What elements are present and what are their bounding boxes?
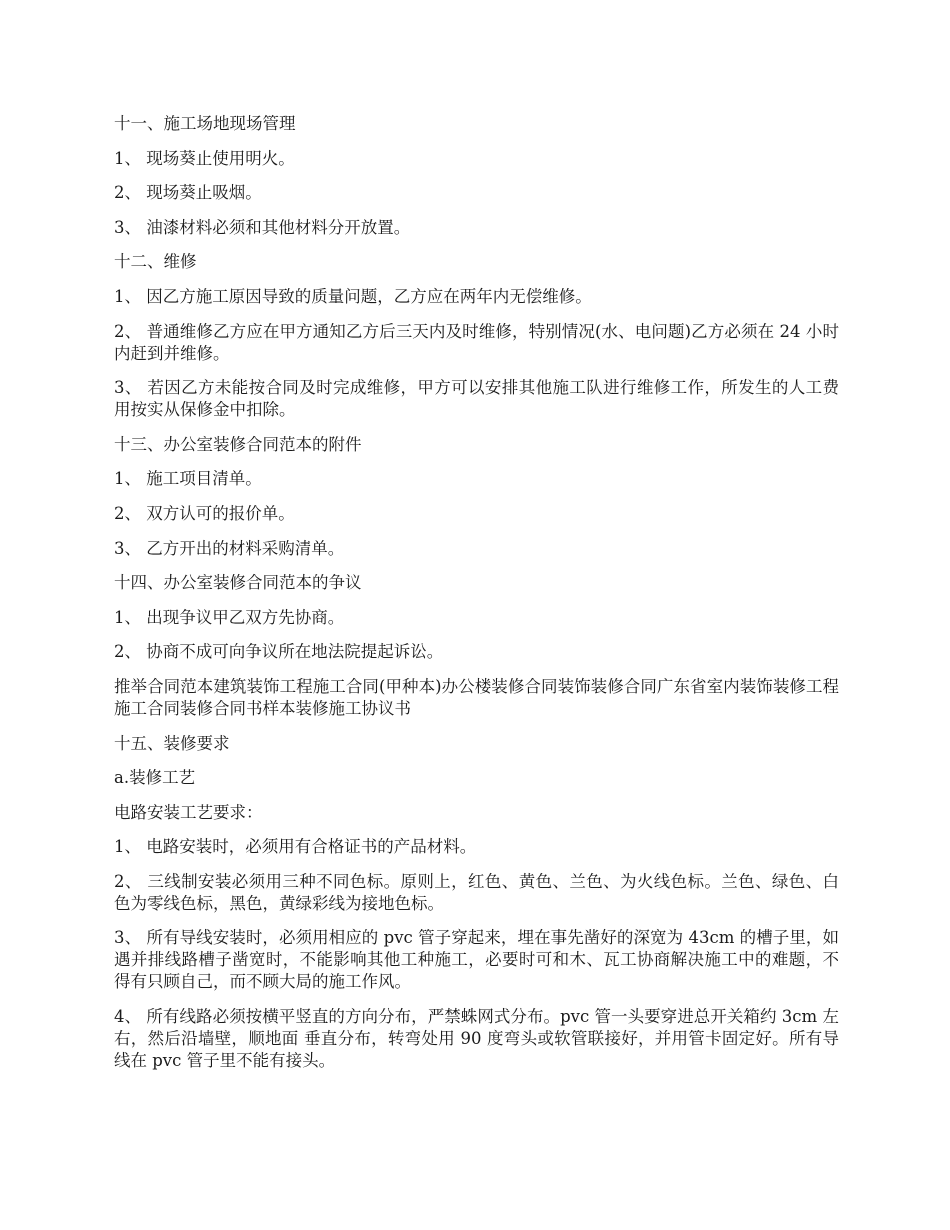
list-item: 2、 普通维修乙方应在甲方通知乙方后三天内及时维修，特别情况(水、电问题)乙方必须在 24 小时内赶到并维修。 [114, 321, 839, 363]
document-body [114, 113, 839, 1085]
list-item: 1、 施工项目清单。 [114, 469, 262, 489]
list-item: 1、 现场葵止使用明火。 [114, 148, 295, 168]
list-item: 1、 电路安装时，必须用有合格证书的产品材料。 [114, 837, 477, 857]
recommended-templates-text: 推举合同范本建筑装饰工程施工合同(甲种本)办公楼装修合同装饰装修合同广东省室内装饰装修工程施工合同装修合同书样本装修施工协议书 [114, 676, 839, 718]
list-item: 1、 出现争议甲乙双方先协商。 [114, 607, 345, 627]
section-heading-13: 十三、办公室装修合同范本的附件 [114, 434, 362, 454]
list-item: 4、 所有线路必须按横平竖直的方向分布，严禁蛛网式分布。pvc 管一头要穿进总开关箱约 3cm 左右，然后沿墙壁，顺地面 垂直分布，转弯处用 90 度弯头或软管联接好，并用管卡固定好。所有导线在 pvc 管子里不能有接头。 [114, 1007, 839, 1071]
requirements-label: 电路安装工艺要求： [114, 802, 263, 822]
section-heading-15: 十五、装修要求 [114, 733, 230, 753]
list-item: 3、 若因乙方未能按合同及时完成维修，甲方可以安排其他施工队进行维修工作，所发生的人工费用按实从保修金中扣除。 [114, 378, 839, 420]
list-item: 2、 现场葵止吸烟。 [114, 183, 262, 203]
list-item: 2、 协商不成可向争议所在地法院提起诉讼。 [114, 642, 444, 662]
list-item: 2、 三线制安装必须用三种不同色标。原则上，红色、黄色、兰色、为火线色标。兰色、绿色、白色为零线色标，黑色，黄绿彩线为接地色标。 [114, 871, 839, 913]
section-heading-14: 十四、办公室装修合同范本的争议 [114, 573, 362, 593]
list-item: 3、 乙方开出的材料采购清单。 [114, 538, 345, 558]
list-item: 1、 因乙方施工原因导致的质量问题，乙方应在两年内无偿维修。 [114, 286, 592, 306]
section-heading-11: 十一、施工场地现场管理 [114, 114, 296, 133]
subsection-heading: a.装修工艺 [114, 768, 196, 788]
section-heading-12: 十二、维修 [114, 252, 197, 272]
list-item: 3、 油漆材料必须和其他材料分开放置。 [114, 217, 411, 237]
list-item: 2、 双方认可的报价单。 [114, 503, 295, 523]
list-item: 3、 所有导线安装时，必须用相应的 pvc 管子穿起来，埋在事先凿好的深宽为 43cm 的槽子里，如遇并排线路槽子凿宽时，不能影响其他工种施工，必要时可和木、瓦工协商解决施工中的难题，不得有只顾自己，而不顾大局的施工作风。 [114, 928, 839, 992]
